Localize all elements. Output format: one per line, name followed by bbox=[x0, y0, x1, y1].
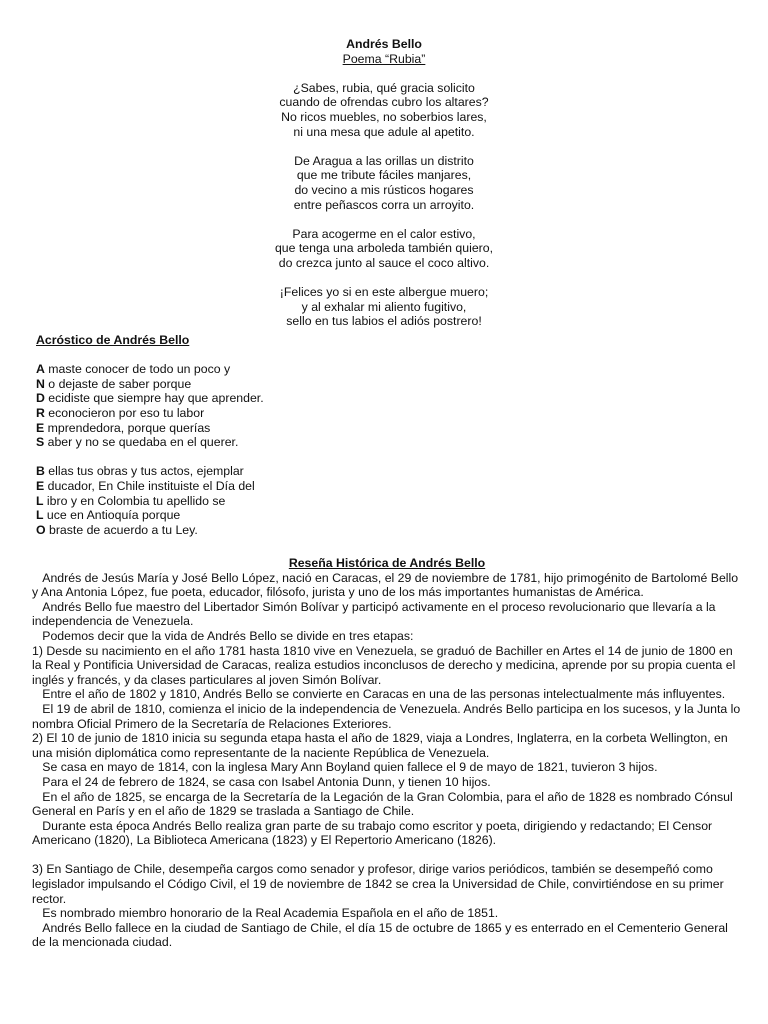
biography-paragraph: Para el 24 de febrero de 1824, se casa con Isabel Antonia Dunn, y tienen 10 hijos. bbox=[32, 774, 491, 789]
biography-paragraph: Es nombrado miembro honorario de la Real Academia Española en el año de 1851. bbox=[32, 906, 499, 921]
acrostic-line bbox=[36, 377, 736, 392]
acrostic-text: ibro y en Colombia tu apellido se bbox=[43, 493, 226, 508]
biography-paragraph: 2) El 10 de junio de 1810 inicia su segunda etapa hasta el año de 1829, viaja a Londres, Inglaterra, en la corbeta Wellington, en una misión diplomática como representante de la naciente República de Venezuela. bbox=[32, 731, 732, 760]
poem-line: que tenga una arboleda también quiero, bbox=[274, 241, 494, 256]
poem-line: do vecino a mis rústicos hogares bbox=[294, 182, 474, 197]
acrostic-line bbox=[36, 421, 736, 436]
acrostic-line bbox=[36, 508, 736, 523]
acrostic-line bbox=[36, 406, 736, 421]
poem-line: No ricos muebles, no soberbios lares, bbox=[281, 109, 487, 124]
poem-stanza bbox=[0, 285, 768, 329]
biography-title: Reseña Histórica de Andrés Bello bbox=[288, 556, 486, 570]
poem-line: ¡Felices yo si en este albergue muero; bbox=[279, 285, 489, 300]
acrostic-letter: L bbox=[36, 493, 44, 508]
acrostic-line bbox=[36, 435, 736, 450]
poem-author-title: Andrés Bello bbox=[346, 37, 422, 51]
biography-paragraph: Andrés Bello fue maestro del Libertador Simón Bolívar y participó activamente en el proceso revolucionario que llevaría a la independencia de Venezuela. bbox=[32, 599, 719, 629]
acrostic-letter: S bbox=[36, 435, 45, 450]
poem-line: cuando de ofrendas cubro los altares? bbox=[279, 95, 489, 110]
acrostic-text: aber y no se quedaba en el querer. bbox=[44, 435, 239, 450]
poem-stanza bbox=[0, 81, 768, 139]
poem-line: que me tribute fáciles manjares, bbox=[296, 168, 472, 183]
acrostic-group bbox=[36, 464, 736, 537]
poem-line: sello en tus labios el adiós postrero! bbox=[286, 314, 482, 329]
poem-line: do crezca junto al sauce el coco altivo. bbox=[278, 255, 490, 270]
acrostic-letter: L bbox=[36, 508, 44, 523]
biography-paragraph: Podemos decir que la vida de Andrés Bello se divide en tres etapas: bbox=[32, 628, 414, 643]
acrostic-text: braste de acuerdo a tu Ley. bbox=[45, 522, 198, 537]
biography-paragraph: En el año de 1825, se encarga de la Secretaría de la Legación de la Gran Colombia, para el año de 1828 es nombrado Cónsul General en París y en el año de 1829 se traslada a Santiago de Chile. bbox=[32, 789, 737, 819]
acrostic-letter: A bbox=[36, 362, 45, 377]
acrostic-group bbox=[36, 362, 736, 450]
biography-paragraph: 3) En Santiago de Chile, desempeña cargos como senador y profesor, dirige varios periódicos, también se desempeñó como legislador impulsando el Código Civil, el 19 de noviembre de 1842 se crea la Universidad de Chile, convirtiéndose en su primer rector. bbox=[32, 862, 728, 906]
biography-paragraph: Durante esta época Andrés Bello realiza gran parte de su trabajo como escritor y poeta, dirigiendo y redactando; El Censor Americano (1820), La Biblioteca Americana (1823) y El Repertorio Americano (1826). bbox=[32, 818, 715, 848]
acrostic-letter: B bbox=[36, 464, 45, 479]
acrostic-text: econocieron por eso tu labor bbox=[44, 405, 205, 420]
acrostic-line bbox=[36, 479, 736, 494]
acrostic-letter: D bbox=[36, 391, 45, 406]
poem-stanza bbox=[0, 227, 768, 271]
poem-line: y al exhalar mi aliento fugitivo, bbox=[301, 299, 467, 314]
poem-stanza bbox=[0, 154, 768, 212]
biography-paragraph: Entre el año de 1802 y 1810, Andrés Bello se convierte en Caracas en una de las personas intelectualmente más influyentes. bbox=[32, 687, 726, 702]
poem-line: ni una mesa que adule al apetito. bbox=[293, 124, 475, 139]
biography-paragraph: El 19 de abril de 1810, comienza el inicio de la independencia de Venezuela. Andrés Bello participa en los sucesos, y la Junta lo nombra Oficial Primero de la Secretaría de Relaciones Exteriores. bbox=[32, 701, 744, 731]
acrostic-line bbox=[36, 494, 736, 509]
acrostic-text: mprendedora, porque querías bbox=[44, 420, 211, 435]
acrostic-letter: O bbox=[36, 522, 46, 537]
poem-line: Para acogerme en el calor estivo, bbox=[292, 226, 476, 241]
biography-paragraph: 1) Desde su nacimiento en el año 1781 hasta 1810 vive en Venezuela, se graduó de Bachiller en Artes el 14 de junio de 1800 en la Real y Pontificia Universidad de Caracas, realiza estudios inconclusos de derecho y medicina, aprende por su propia cuenta el inglés y francés, y da clases particulares al joven Simón Bolívar. bbox=[32, 643, 739, 687]
acrostic-line bbox=[36, 391, 736, 406]
poem-line: ¿Sabes, rubia, qué gracia solicito bbox=[293, 80, 475, 95]
acrostic-line bbox=[36, 362, 736, 377]
acrostic-text: uce en Antioquía porque bbox=[43, 508, 181, 523]
acrostic-text: ellas tus obras y tus actos, ejemplar bbox=[44, 464, 244, 479]
biography-paragraph: Andrés de Jesús María y José Bello López, nació en Caracas, el 29 de noviembre de 1781, hijo primogénito de Bartolomé Bello y Ana Antonia López, fue poeta, educador, filósofo, jurista y uno de los más importantes humanistas de América. bbox=[32, 570, 742, 600]
biography-paragraph: Andrés Bello fallece en la ciudad de Santiago de Chile, el día 15 de octubre de 1865 y es enterrado en el Cementerio General de la mencionada ciudad. bbox=[32, 920, 732, 950]
poem-line: De Aragua a las orillas un distrito bbox=[294, 153, 474, 168]
acrostic-text: ducador, En Chile instituiste el Día del bbox=[44, 478, 255, 493]
acrostic-text: o dejaste de saber porque bbox=[44, 376, 192, 391]
acrostic-letter: N bbox=[36, 376, 45, 391]
acrostic-section bbox=[36, 333, 736, 537]
biography-paragraph: Se casa en mayo de 1814, con la inglesa Mary Ann Boyland quien fallece el 9 de mayo de 1821, tuvieron 3 hijos. bbox=[32, 760, 658, 775]
acrostic-letter: R bbox=[36, 405, 45, 420]
poem-line: entre peñascos corra un arroyito. bbox=[293, 197, 475, 212]
acrostic-letter: E bbox=[36, 478, 45, 493]
acrostic-title: Acróstico de Andrés Bello bbox=[36, 333, 190, 347]
biography-section bbox=[32, 556, 742, 950]
acrostic-line bbox=[36, 523, 736, 538]
acrostic-line bbox=[36, 464, 736, 479]
poem-subtitle: Poema “Rubia” bbox=[342, 51, 426, 66]
poem-section bbox=[0, 37, 768, 329]
acrostic-letter: E bbox=[36, 420, 45, 435]
acrostic-text: ecidiste que siempre hay que aprender. bbox=[44, 391, 264, 406]
acrostic-text: maste conocer de todo un poco y bbox=[44, 362, 231, 377]
